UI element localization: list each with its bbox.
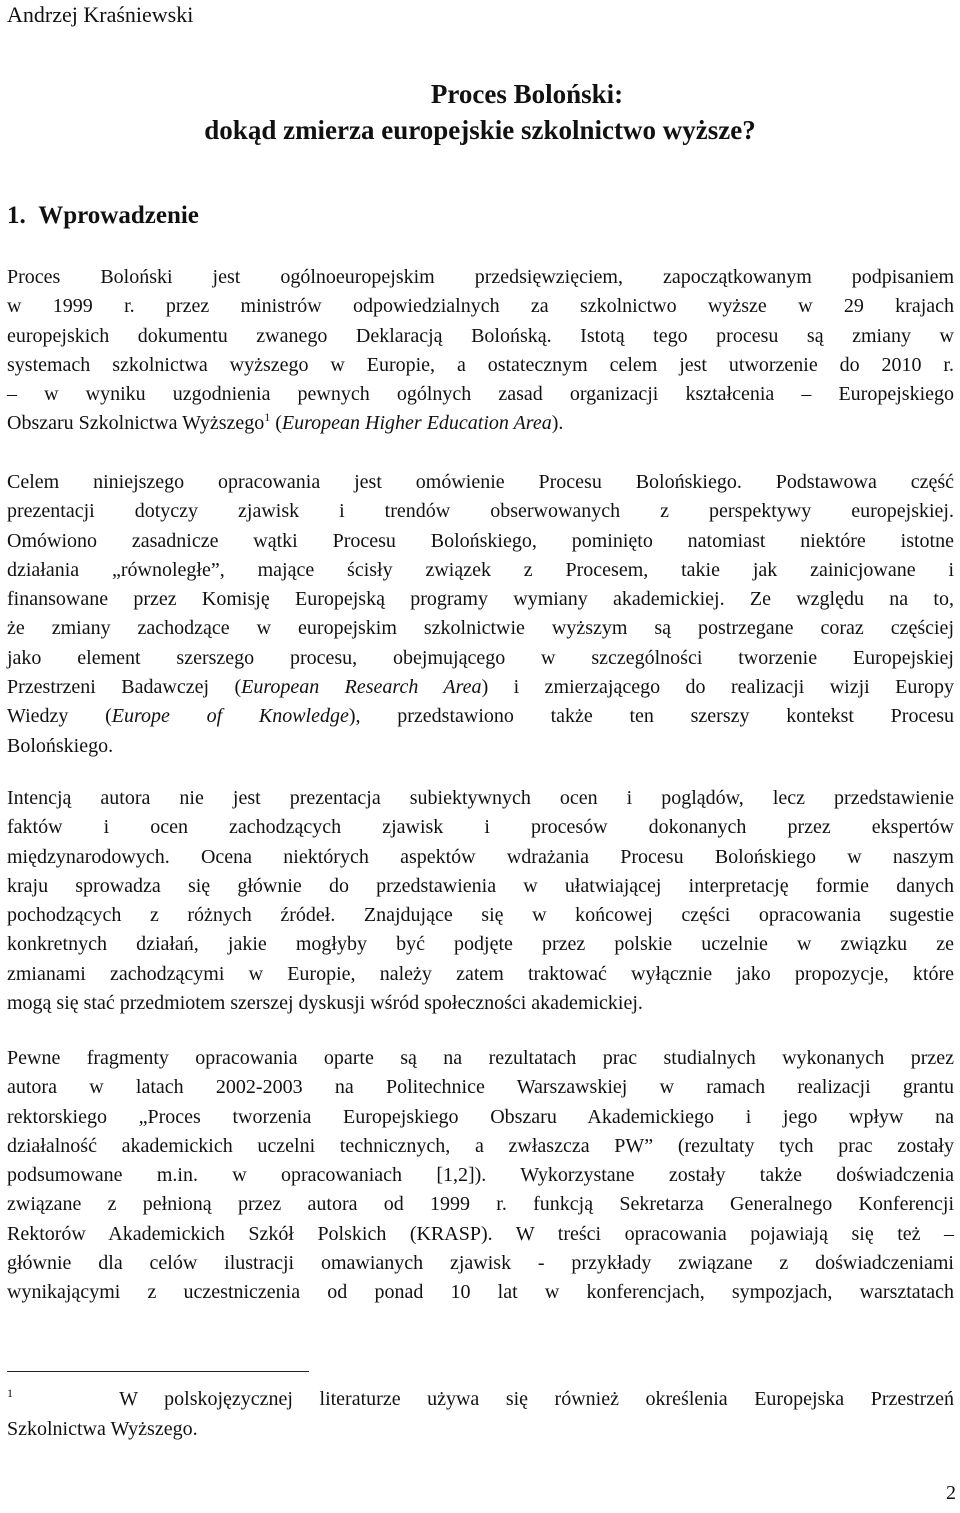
text-line: Rektorów Akademickich Szkół Polskich (KRASP). W treści opracowania pojawiają się też – bbox=[7, 1222, 954, 1245]
text-line: systemach szkolnictwa wyższego w Europie, a ostatecznym celem jest utworzenie do 2010 r. bbox=[7, 353, 954, 376]
text-line: konkretnych działań, jakie mogłyby być podjęte przez polskie uczelnie w związku ze bbox=[7, 933, 954, 956]
section-heading bbox=[7, 199, 199, 233]
text-line: mogą się stać przedmiotem szerszej dyskusji wśród społeczności akademickiej. bbox=[7, 992, 643, 1015]
text-segment: ), przedstawiono także ten szerszy kontekst Procesu bbox=[348, 705, 954, 728]
footnote-divider bbox=[7, 1371, 309, 1372]
footnote-line-2: Szkolnictwa Wyższego. bbox=[7, 1418, 198, 1440]
paragraph-4 bbox=[7, 1044, 954, 1308]
section-number: 1. bbox=[7, 202, 26, 229]
page-number: 2 bbox=[946, 1482, 956, 1504]
text-line: związane z pełnioną przez autora od 1999 r. funkcją Sekretarza Generalnego Konferencji bbox=[7, 1193, 954, 1216]
footnote-marker: 1 bbox=[7, 1386, 13, 1400]
text-line: działalność akademickich uczelni technicznych, a zwłaszcza PW” (rezultaty tych prac zostały bbox=[7, 1134, 954, 1157]
text-line: autora w latach 2002-2003 na Politechnice Warszawskiej w ramach realizacji grantu bbox=[7, 1076, 954, 1099]
text-line: działania „równoległe”, mające ścisły związek z Procesem, takie jak zainicjowane i bbox=[7, 558, 954, 581]
text-line: Celem niniejszego opracowania jest omówienie Procesu Bolońskiego. Podstawowa część bbox=[7, 471, 954, 493]
text-segment: Przestrzeni Badawczej ( bbox=[7, 676, 242, 699]
text-line: – w wyniku uzgodnienia pewnych ogólnych zasad organizacji kształcenia – Europejskiego bbox=[7, 383, 954, 406]
text-line: w 1999 r. przez ministrów odpowiedzialnych za szkolnictwo wyższe w 29 krajach bbox=[7, 295, 954, 318]
paragraph-2 bbox=[7, 468, 954, 761]
title-line-1: Proces Boloński: bbox=[430, 79, 624, 109]
text-line bbox=[7, 409, 954, 438]
text-segment: ( bbox=[270, 412, 282, 435]
text-line: faktów i ocen zachodzących zjawisk i procesów dokonanych przez ekspertów bbox=[7, 816, 954, 839]
text-line: Proces Boloński jest ogólnoeuropejskim przedsięwzięciem, zapoczątkowanym podpisaniem bbox=[7, 266, 954, 288]
paragraph-3 bbox=[7, 784, 954, 1018]
text-line: podsumowane m.in. w opracowaniach [1,2]). Wykorzystane zostały także doświadczenia bbox=[7, 1164, 954, 1187]
author-name: Andrzej Kraśniewski bbox=[7, 2, 194, 27]
footnote-line-1 bbox=[7, 1384, 954, 1414]
footnote-marker: 1 bbox=[264, 410, 271, 425]
text-line: finansowane przez Komisję Europejską programy wymiany akademickiej. Ze względu na to, bbox=[7, 588, 954, 611]
paragraph-1 bbox=[7, 263, 954, 439]
text-line bbox=[7, 702, 954, 731]
text-segment: ). bbox=[551, 412, 564, 435]
italic-term: European Higher Education Area bbox=[281, 412, 552, 435]
italic-term: European Research Area bbox=[241, 676, 482, 699]
text-line: pochodzących z różnych źródeł. Znajdujące się w końcowej części opracowania sugestie bbox=[7, 904, 954, 927]
text-line: międzynarodowych. Ocena niektórych aspektów wdrażania Procesu Bolońskiego w naszym bbox=[7, 845, 954, 868]
text-line: Intencją autora nie jest prezentacja subiektywnych ocen i poglądów, lecz przedstawienie bbox=[7, 787, 954, 809]
footnote-text: W polskojęzycznej literaturze używa się również określenia Europejska Przestrzeń bbox=[119, 1388, 955, 1410]
text-line: Omówiono zasadnicze wątki Procesu Bolońskiego, pominięto natomiast niektóre istotne bbox=[7, 529, 954, 552]
text-line: prezentacji dotyczy zjawisk i trendów obserwowanych z perspektywy europejskiej. bbox=[7, 500, 954, 523]
text-segment: Wiedzy ( bbox=[7, 705, 112, 728]
footnote bbox=[7, 1384, 954, 1444]
document-title bbox=[0, 76, 960, 148]
text-segment: ) i zmierzającego do realizacji wizji Europy bbox=[481, 676, 954, 699]
italic-term: Europe of Knowledge bbox=[111, 705, 349, 728]
text-line: zmianami zachodzącymi w Europie, należy zatem traktować wyłącznie jako propozycje, które bbox=[7, 962, 954, 985]
text-line: europejskich dokumentu zwanego Deklaracją Bolońską. Istotą tego procesu są zmiany w bbox=[7, 324, 954, 347]
text-line: wynikającymi z uczestniczenia od ponad 10 lat w konferencjach, sympozjach, warsztatach bbox=[7, 1281, 954, 1304]
text-line: jako element szerszego procesu, obejmującego w szczególności tworzenie Europejskiej bbox=[7, 646, 954, 669]
text-line: że zmiany zachodzące w europejskim szkolnictwie wyższym są postrzegane coraz częściej bbox=[7, 617, 954, 640]
text-line bbox=[7, 673, 954, 702]
text-line: rektorskiego „Proces tworzenia Europejskiego Obszaru Akademickiego i jego wpływ na bbox=[7, 1105, 954, 1128]
text-line: Pewne fragmenty opracowania oparte są na rezultatach prac studialnych wykonanych przez bbox=[7, 1047, 954, 1069]
text-line: kraju sprowadza się głównie do przedstawienia w ułatwiającej interpretację formie danych bbox=[7, 874, 954, 897]
text-line: Bolońskiego. bbox=[7, 734, 114, 757]
section-title: Wprowadzenie bbox=[38, 202, 199, 229]
title-line-2: dokąd zmierza europejskie szkolnictwo wyższe? bbox=[204, 115, 756, 145]
text-segment: Obszaru Szkolnictwa Wyższego bbox=[7, 412, 265, 435]
text-line: głównie dla celów ilustracji omawianych zjawisk - przykłady związane z doświadczeniami bbox=[7, 1252, 954, 1275]
